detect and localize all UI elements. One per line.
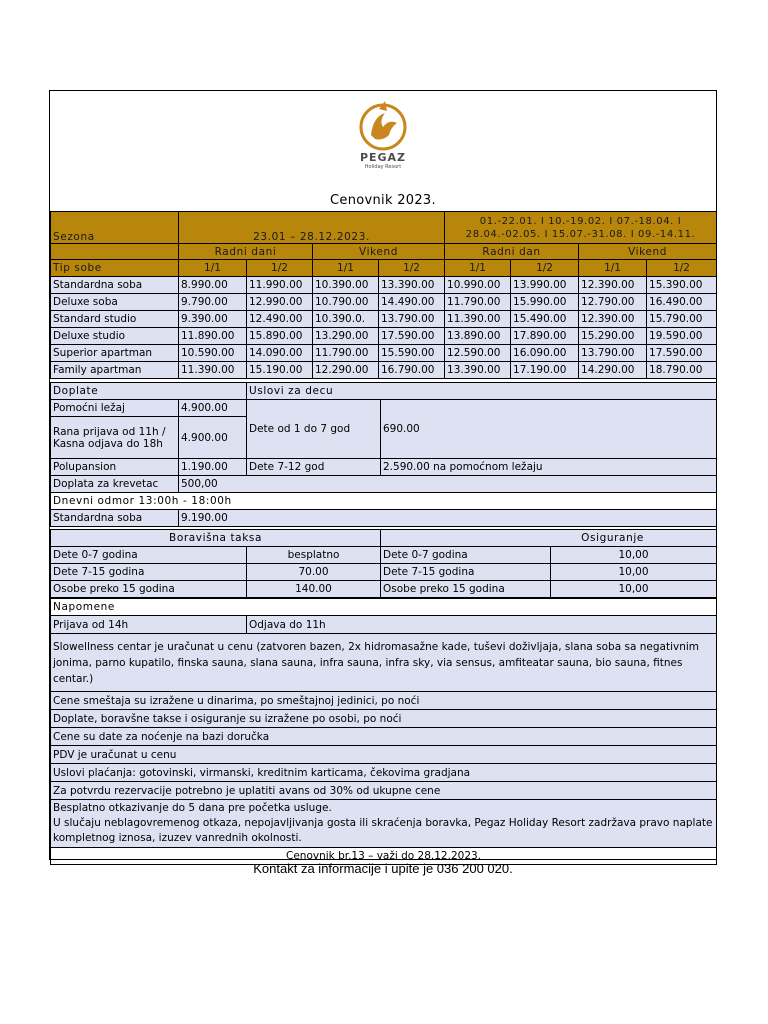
room-price: 15.490.00 bbox=[511, 311, 579, 328]
room-price: 13.390.00 bbox=[445, 362, 511, 379]
room-row bbox=[51, 362, 717, 379]
room-price: 11.890.00 bbox=[179, 328, 247, 345]
osiguranje-value: 10,00 bbox=[551, 547, 717, 564]
osiguranje-label: Osobe preko 15 godina bbox=[381, 581, 551, 598]
col-header: 1/2 bbox=[247, 260, 313, 277]
dnevni-value: 9.190.00 bbox=[179, 510, 717, 527]
room-name: Superior apartman bbox=[51, 345, 179, 362]
room-type-header: Tip sobe bbox=[51, 260, 179, 277]
krevetac-label: Doplata za krevetac bbox=[51, 476, 179, 493]
dete1-value: 690.00 bbox=[381, 400, 717, 459]
note-row bbox=[51, 746, 717, 764]
room-price: 14.290.00 bbox=[579, 362, 647, 379]
polupansion-value: 1.190.00 bbox=[179, 459, 247, 476]
room-name: Family apartman bbox=[51, 362, 179, 379]
room-price: 13.290.00 bbox=[313, 328, 379, 345]
room-price: 15.590.00 bbox=[379, 345, 445, 362]
room-price: 10.790.00 bbox=[313, 294, 379, 311]
room-row bbox=[51, 328, 717, 345]
taksa-row bbox=[51, 547, 717, 564]
note-rows bbox=[51, 692, 717, 800]
osiguranje-label: Dete 0-7 godina bbox=[381, 547, 551, 564]
room-price: 9.790.00 bbox=[179, 294, 247, 311]
note-row bbox=[51, 692, 717, 710]
room-row bbox=[51, 294, 717, 311]
room-price: 8.990.00 bbox=[179, 277, 247, 294]
dete1-label: Dete od 1 do 7 god bbox=[247, 400, 381, 459]
polupansion-label: Polupansion bbox=[51, 459, 179, 476]
room-price: 13.890.00 bbox=[445, 328, 511, 345]
season-period-1: 23.01 – 28.12.2023. bbox=[179, 212, 445, 244]
osiguranje-title: Osiguranje bbox=[381, 530, 717, 547]
page-title: Cenovnik 2023. bbox=[330, 193, 436, 208]
room-price: 19.590.00 bbox=[647, 328, 717, 345]
note-text: Za potvrdu rezervacije potrebno je uplatiti avans od 30% od ukupne cene bbox=[51, 782, 717, 800]
room-price: 13.790.00 bbox=[579, 345, 647, 362]
logo bbox=[50, 97, 716, 183]
col-header: 1/1 bbox=[579, 260, 647, 277]
price-list-sheet bbox=[49, 90, 717, 860]
uslovi-title: Uslovi za decu bbox=[247, 383, 717, 400]
room-price: 14.090.00 bbox=[247, 345, 313, 362]
note-row bbox=[51, 710, 717, 728]
pomocni-value: 4.900.00 bbox=[179, 400, 247, 417]
room-price: 17.590.00 bbox=[647, 345, 717, 362]
doplate-title: Doplate bbox=[51, 383, 247, 400]
empty-cell bbox=[51, 244, 179, 260]
price-table bbox=[50, 211, 717, 379]
taksa-label: Dete 7-15 godina bbox=[51, 564, 247, 581]
taksa-value: besplatno bbox=[247, 547, 381, 564]
napomene-title: Napomene bbox=[51, 599, 717, 616]
room-price: 12.390.00 bbox=[579, 277, 647, 294]
radni-dani-header: Radni dani bbox=[179, 244, 313, 260]
room-price: 12.290.00 bbox=[313, 362, 379, 379]
col-header: 1/2 bbox=[379, 260, 445, 277]
room-price: 15.890.00 bbox=[247, 328, 313, 345]
note-text: PDV je uračunat u cenu bbox=[51, 746, 717, 764]
note-row bbox=[51, 782, 717, 800]
room-price: 10.590.00 bbox=[179, 345, 247, 362]
room-price: 12.990.00 bbox=[247, 294, 313, 311]
taksa-row bbox=[51, 581, 717, 598]
taksa-title: Boravišna taksa bbox=[51, 530, 381, 547]
taksa-rows bbox=[51, 547, 717, 598]
col-header: 1/2 bbox=[647, 260, 717, 277]
room-price: 10.990.00 bbox=[445, 277, 511, 294]
room-price: 11.390.00 bbox=[179, 362, 247, 379]
room-price: 11.990.00 bbox=[247, 277, 313, 294]
room-row bbox=[51, 277, 717, 294]
col-header: 1/2 bbox=[511, 260, 579, 277]
room-price: 13.790.00 bbox=[379, 311, 445, 328]
room-price: 10.390.00 bbox=[313, 277, 379, 294]
room-row bbox=[51, 345, 717, 362]
pomocni-label: Pomoćni ležaj bbox=[51, 400, 179, 417]
room-price: 15.790.00 bbox=[647, 311, 717, 328]
room-name: Deluxe studio bbox=[51, 328, 179, 345]
napomene-table bbox=[50, 598, 717, 865]
note-text: Uslovi plaćanja: gotovinski, virmanski, kreditnim karticama, čekovima gradjana bbox=[51, 764, 717, 782]
room-price: 17.890.00 bbox=[511, 328, 579, 345]
room-price: 13.990.00 bbox=[511, 277, 579, 294]
room-price: 12.390.00 bbox=[579, 311, 647, 328]
room-row bbox=[51, 311, 717, 328]
room-price: 16.490.00 bbox=[647, 294, 717, 311]
prijava-text: Prijava od 14h bbox=[51, 616, 247, 634]
room-price: 14.490.00 bbox=[379, 294, 445, 311]
room-price: 17.590.00 bbox=[379, 328, 445, 345]
contact-info: Kontakt za informacije i upite je 036 200 020. bbox=[253, 861, 513, 876]
room-price: 10.390.0. bbox=[313, 311, 379, 328]
note-text: Cene su date za noćenje na bazi doručka bbox=[51, 728, 717, 746]
col-header: 1/1 bbox=[179, 260, 247, 277]
dete2-value: 2.590.00 na pomoćnom ležaju bbox=[381, 459, 717, 476]
room-price: 11.390.00 bbox=[445, 311, 511, 328]
taksa-label: Dete 0-7 godina bbox=[51, 547, 247, 564]
vikend-header-2: Vikend bbox=[579, 244, 717, 260]
dnevni-title: Dnevni odmor 13:00h - 18:00h bbox=[51, 493, 717, 510]
room-price: 18.790.00 bbox=[647, 362, 717, 379]
room-name: Standard studio bbox=[51, 311, 179, 328]
taksa-label: Osobe preko 15 godina bbox=[51, 581, 247, 598]
room-price: 17.190.00 bbox=[511, 362, 579, 379]
room-price: 15.990.00 bbox=[511, 294, 579, 311]
room-price: 16.790.00 bbox=[379, 362, 445, 379]
cenovnik-note: Cenovnik br.13 – važi do 28.12.2023. bbox=[51, 848, 717, 865]
room-price: 12.590.00 bbox=[445, 345, 511, 362]
brand-subtitle: Holiday Resort bbox=[364, 164, 402, 170]
season-header: Sezona bbox=[51, 212, 179, 244]
note-row bbox=[51, 764, 717, 782]
note-text: Cene smeštaja su izražene u dinarima, po smeštajnoj jedinici, po noći bbox=[51, 692, 717, 710]
col-header: 1/1 bbox=[313, 260, 379, 277]
taksa-row bbox=[51, 564, 717, 581]
room-price: 15.190.00 bbox=[247, 362, 313, 379]
brand-name: PEGAZ bbox=[359, 151, 407, 164]
osiguranje-value: 10,00 bbox=[551, 564, 717, 581]
room-price: 11.790.00 bbox=[313, 345, 379, 362]
dnevni-label: Standardna soba bbox=[51, 510, 179, 527]
room-name: Deluxe soba bbox=[51, 294, 179, 311]
krevetac-value: 500,00 bbox=[179, 476, 717, 493]
season-period-2: 01.-22.01. I 10.-19.02. I 07.-18.04. I 28.04.-02.05. I 15.07.-31.08. I 09.-14.11. bbox=[445, 212, 717, 244]
room-price: 12.790.00 bbox=[579, 294, 647, 311]
room-price: 15.390.00 bbox=[647, 277, 717, 294]
room-price: 15.290.00 bbox=[579, 328, 647, 345]
otkaz-text: Besplatno otkazivanje do 5 dana pre početka usluge. U slučaju neblagovremenog otkaza, nepojavljivanja gosta ili skraćenja boravka, Pegaz Holiday Resort zadržava pravo naplate kompletnog iznosa, izuzev vanrednih okolnosti. bbox=[51, 800, 717, 848]
osiguranje-value: 10,00 bbox=[551, 581, 717, 598]
room-rows bbox=[51, 277, 717, 379]
room-price: 11.790.00 bbox=[445, 294, 511, 311]
rana-value: 4.900.00 bbox=[179, 417, 247, 459]
room-price: 13.390.00 bbox=[379, 277, 445, 294]
odjava-text: Odjava do 11h bbox=[247, 616, 717, 634]
osiguranje-label: Dete 7-15 godina bbox=[381, 564, 551, 581]
room-price: 9.390.00 bbox=[179, 311, 247, 328]
taksa-osiguranje-table bbox=[50, 529, 717, 598]
radni-dan-header: Radni dan bbox=[445, 244, 579, 260]
vikend-header-1: Vikend bbox=[313, 244, 445, 260]
wellness-text: Slowellness centar je uračunat u cenu (zatvoren bazen, 2x hidromasažne kade, tuševi doživljaja, slana soba sa negativnim jonima, parno kupatilo, finska sauna, slana sauna, infra sauna, infra sky, via sensus, amfiteatar sauna, bio sauna, fitnes centar.) bbox=[51, 634, 717, 692]
taksa-value: 70.00 bbox=[247, 564, 381, 581]
col-header: 1/1 bbox=[445, 260, 511, 277]
rana-label: Rana prijava od 11h / Kasna odjava do 18h bbox=[51, 417, 179, 459]
room-price: 12.490.00 bbox=[247, 311, 313, 328]
room-name: Standardna soba bbox=[51, 277, 179, 294]
note-text: Doplate, boravšne takse i osiguranje su izražene po osobi, po noći bbox=[51, 710, 717, 728]
doplate-table bbox=[50, 382, 717, 527]
dete2-label: Dete 7-12 god bbox=[247, 459, 381, 476]
pegasus-logo-icon bbox=[353, 97, 413, 153]
room-price: 16.090.00 bbox=[511, 345, 579, 362]
taksa-value: 140.00 bbox=[247, 581, 381, 598]
note-row bbox=[51, 728, 717, 746]
